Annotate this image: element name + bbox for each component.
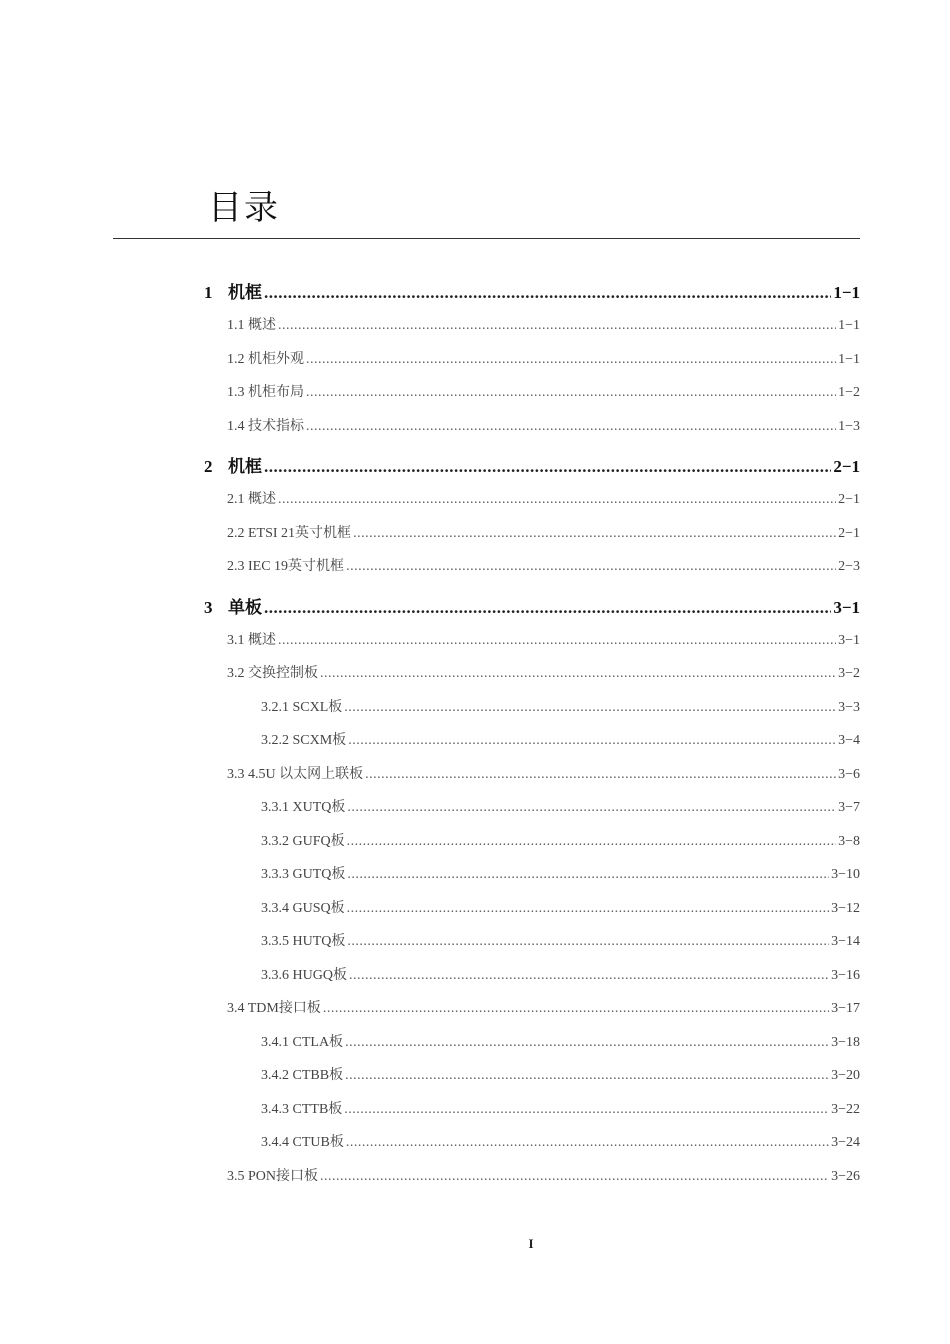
toc-chapter-entry[interactable]	[204, 593, 860, 618]
toc-section-entry[interactable]	[261, 729, 860, 749]
toc-page-number: 3−4	[838, 733, 860, 748]
toc-page-number: 1−1	[838, 318, 860, 333]
toc-entry-title: 1.3 机柜布局	[227, 385, 304, 400]
dot-leader	[346, 1135, 829, 1151]
page-number: I	[528, 1236, 534, 1251]
dot-leader	[306, 352, 836, 368]
dot-leader	[320, 666, 836, 682]
toc-entry-title: 3.2 交换控制板	[227, 666, 318, 681]
toc-chapter-number: 1	[204, 283, 213, 302]
toc-page-number: 2−1	[838, 492, 860, 507]
toc-page-number: 3−7	[838, 800, 860, 815]
toc-entry-title: 2.1 概述	[227, 492, 276, 507]
toc-page-number: 3−18	[831, 1034, 860, 1050]
toc-entry-title: 3.3.6 HUGQ板	[261, 967, 347, 983]
dot-leader	[264, 457, 831, 477]
toc-section-entry[interactable]	[261, 696, 860, 716]
toc-entry-title: 3.4.2 CTBB板	[261, 1068, 344, 1083]
toc-entry-title: 3.3.5 HUTQ板	[261, 934, 346, 949]
toc-page-number: 3−1	[838, 632, 860, 648]
toc-page-number: 3−22	[831, 1101, 860, 1117]
toc-section-entry[interactable]	[227, 763, 860, 783]
toc-page-number: 3−16	[831, 967, 860, 983]
toc-chapter-label: 机框	[228, 283, 262, 302]
toc-chapter-entry[interactable]	[204, 452, 860, 477]
toc-page-number: 2−3	[838, 559, 860, 574]
dot-leader	[278, 633, 836, 649]
toc-section-entry[interactable]	[227, 314, 860, 334]
toc-section-entry[interactable]	[227, 488, 860, 508]
toc-section-entry[interactable]	[227, 1165, 860, 1185]
toc-entry-title: 3.3.2 GUFQ板	[261, 833, 345, 849]
toc-section-entry[interactable]	[227, 997, 860, 1017]
dot-leader	[347, 834, 836, 850]
toc-page-number: 1−3	[838, 418, 860, 434]
toc-section-entry[interactable]	[261, 830, 860, 850]
toc-entry-title: 1.2 机柜外观	[227, 351, 304, 367]
toc-page-number: 3−6	[838, 766, 860, 782]
dot-leader	[306, 419, 836, 435]
toc-section-entry[interactable]	[261, 1098, 860, 1118]
toc-entry-title: 3.5 PON接口板	[227, 1168, 319, 1184]
dot-leader	[320, 1169, 829, 1185]
toc-entry-title: 1.4 技术指标	[227, 418, 304, 434]
toc-section-entry[interactable]	[227, 381, 860, 401]
page-title: 目录	[208, 188, 280, 228]
toc-entry-title: 3.3.3 GUTQ板	[261, 867, 346, 882]
toc-page-number: 3−14	[831, 934, 860, 949]
toc-chapter-entry[interactable]	[204, 278, 860, 303]
toc-entry-title: 3.4.4 CTUB板	[261, 1135, 344, 1150]
toc-entry-title: 3.2.1 SCXL板	[261, 699, 343, 715]
toc-entry-title: 3.4.1 CTLA板	[261, 1034, 344, 1050]
toc-section-entry[interactable]	[261, 1131, 860, 1151]
toc-page-number: 3−10	[831, 867, 860, 882]
toc-section-entry[interactable]	[261, 930, 860, 950]
toc-section-entry[interactable]	[227, 348, 860, 368]
dot-leader	[348, 733, 836, 749]
toc-page-number: 1−2	[838, 385, 860, 400]
toc-entry-title: 3.3.1 XUTQ板	[261, 800, 346, 815]
toc-entry-title: 3.3.4 GUSQ板	[261, 900, 345, 916]
dot-leader	[345, 1068, 829, 1084]
toc-page-number: 3−1	[833, 597, 860, 617]
toc-page-number: 3−2	[838, 666, 860, 681]
toc-entry-title: 2.3 IEC 19英寸机框	[227, 559, 345, 574]
toc-entry-title	[204, 278, 262, 303]
toc-entry-title	[204, 593, 262, 618]
dot-leader	[347, 800, 836, 816]
dot-leader	[345, 1035, 829, 1051]
toc-chapter-label: 单板	[228, 597, 262, 617]
toc-section-entry[interactable]	[261, 1064, 860, 1084]
dot-leader	[278, 492, 836, 508]
toc-section-entry[interactable]	[227, 662, 860, 682]
toc-section-entry[interactable]	[227, 629, 860, 649]
toc-chapter-label: 机框	[228, 457, 262, 476]
toc-section-entry[interactable]	[261, 964, 860, 984]
dot-leader	[347, 867, 829, 883]
toc-page-number: 3−26	[831, 1168, 860, 1184]
dot-leader	[264, 283, 831, 303]
dot-leader	[278, 318, 836, 334]
toc-entry-title: 1.1 概述	[227, 318, 276, 333]
dot-leader	[365, 767, 836, 783]
toc-section-entry[interactable]	[227, 555, 860, 575]
dot-leader	[344, 700, 836, 716]
dot-leader	[353, 526, 836, 542]
toc-entry-title: 3.3 4.5U 以太网上联板	[227, 766, 364, 782]
toc-page-number: 1−1	[838, 351, 860, 367]
dot-leader	[349, 968, 829, 984]
toc-chapter-number: 2	[204, 457, 213, 476]
dot-leader	[347, 901, 829, 917]
toc-entry-title: 3.1 概述	[227, 632, 276, 648]
toc-page-number: 1−1	[833, 283, 860, 302]
toc-section-entry[interactable]	[227, 522, 860, 542]
toc-page-number: 3−3	[838, 699, 860, 715]
toc-chapter-number: 3	[204, 597, 213, 617]
dot-leader	[344, 1102, 829, 1118]
toc-entry-title	[204, 452, 262, 477]
dot-leader	[264, 598, 831, 618]
toc-page-number: 3−17	[831, 1001, 860, 1016]
dot-leader	[323, 1001, 829, 1017]
toc-section-entry[interactable]	[227, 415, 860, 435]
dot-leader	[346, 559, 836, 575]
toc-page-number: 2−1	[838, 525, 860, 541]
toc-section-entry[interactable]	[261, 796, 860, 816]
toc-page-number: 2−1	[833, 457, 860, 476]
toc-section-entry[interactable]	[261, 897, 860, 917]
toc-section-entry[interactable]	[261, 1031, 860, 1051]
dot-leader	[306, 385, 836, 401]
toc-page-number: 3−20	[831, 1068, 860, 1083]
toc-entry-title: 3.4 TDM接口板	[227, 1001, 321, 1016]
dot-leader	[347, 934, 829, 950]
toc-section-entry[interactable]	[261, 863, 860, 883]
toc-entry-title: 2.2 ETSI 21英寸机框	[227, 525, 352, 541]
toc-entry-title: 3.2.2 SCXM板	[261, 733, 347, 748]
toc-page-number: 3−24	[831, 1135, 860, 1150]
toc-page-number: 3−8	[838, 833, 860, 849]
toc-page-number: 3−12	[831, 900, 860, 916]
toc-entry-title: 3.4.3 CTTB板	[261, 1101, 343, 1117]
